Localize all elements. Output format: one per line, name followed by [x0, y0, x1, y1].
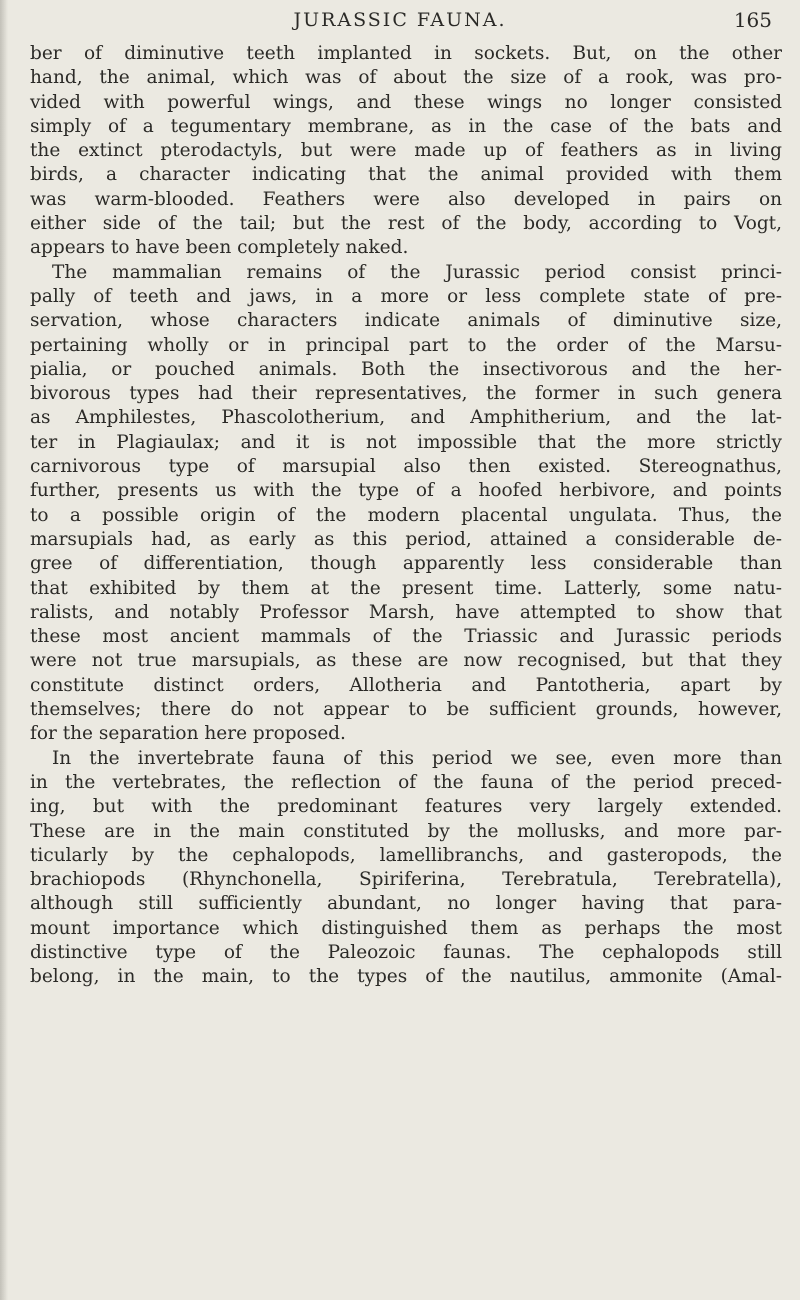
text-line: birds, a character indicating that the animal provided with them: [30, 164, 782, 186]
text-line: in the vertebrates, the reflection of the fauna of the period preced-: [30, 771, 782, 793]
text-line: belong, in the main, to the types of the nautilus, ammonite (Amal-: [30, 966, 782, 988]
text-line: these most ancient mammals of the Triassic and Jurassic periods: [30, 626, 782, 648]
text-line: brachiopods (Rhynchonella, Spiriferina, Terebratula, Terebratella),: [30, 869, 782, 891]
page-number: 165: [733, 8, 772, 32]
text-line: servation, whose characters indicate animals of diminutive size,: [30, 310, 782, 332]
running-title: JURASSIC FAUNA.: [293, 9, 507, 31]
text-line: bivorous types had their representatives, the former in such genera: [30, 383, 782, 405]
text-line: to a possible origin of the modern placental ungulata. Thus, the: [30, 504, 782, 526]
text-line: These are in the main constituted by the mollusks, and more par-: [30, 820, 782, 842]
text-line: carnivorous type of marsupial also then existed. Stereognathus,: [30, 456, 782, 478]
body-text: [30, 42, 782, 990]
text-line: marsupials had, as early as this period, attained a considerable de-: [30, 528, 782, 550]
text-line: either side of the tail; but the rest of the body, according to Vogt,: [30, 213, 782, 235]
text-line: ralists, and notably Professor Marsh, have attempted to show that: [30, 601, 782, 623]
running-header: [0, 2, 800, 38]
text-line: distinctive type of the Paleozoic faunas. The cephalopods still: [30, 941, 782, 963]
text-line: gree of differentiation, though apparently less considerable than: [30, 553, 782, 575]
text-line: pialia, or pouched animals. Both the insectivorous and the her-: [30, 358, 782, 380]
text-line: ticularly by the cephalopods, lamellibranchs, and gasteropods, the: [30, 844, 782, 866]
paragraph-end-line: for the separation here proposed.: [30, 723, 346, 745]
text-line: constitute distinct orders, Allotheria and Pantotheria, apart by: [30, 674, 782, 696]
paragraph-start-line: The mammalian remains of the Jurassic period consist princi-: [52, 261, 782, 283]
text-line: vided with powerful wings, and these wings no longer consisted: [30, 91, 782, 113]
paragraph-start-line: In the invertebrate fauna of this period we see, even more than: [52, 747, 782, 769]
text-line: ber of diminutive teeth implanted in sockets. But, on the other: [30, 43, 782, 64]
text-line: simply of a tegumentary membrane, as in the case of the bats and: [30, 115, 782, 137]
text-line: mount importance which distinguished them as perhaps the most: [30, 917, 782, 939]
paragraph-end-line: appears to have been completely naked.: [30, 237, 409, 259]
text-line: themselves; there do not appear to be sufficient grounds, however,: [30, 699, 782, 721]
text-line: pertaining wholly or in principal part to the order of the Marsu-: [30, 334, 782, 356]
text-line: that exhibited by them at the present time. Latterly, some natu-: [30, 577, 782, 599]
text-line: ter in Plagiaulax; and it is not impossible that the more strictly: [30, 431, 782, 453]
text-line: as Amphilestes, Phascolotherium, and Amphitherium, and the lat-: [30, 407, 782, 429]
text-line: hand, the animal, which was of about the size of a rook, was pro-: [30, 67, 782, 89]
text-line: ing, but with the predominant features very largely extended.: [30, 796, 782, 818]
text-line: although still sufficiently abundant, no longer having that para-: [30, 893, 782, 915]
text-line: further, presents us with the type of a hoofed herbivore, and points: [30, 480, 782, 502]
text-line: the extinct pterodactyls, but were made up of feathers as in living: [30, 140, 782, 162]
text-line: pally of teeth and jaws, in a more or less complete state of pre-: [30, 285, 782, 307]
text-line: were not true marsupials, as these are now recognised, but that they: [30, 650, 782, 672]
text-line: was warm-blooded. Feathers were also developed in pairs on: [30, 188, 782, 210]
page-binding-shadow: [0, 0, 8, 1300]
